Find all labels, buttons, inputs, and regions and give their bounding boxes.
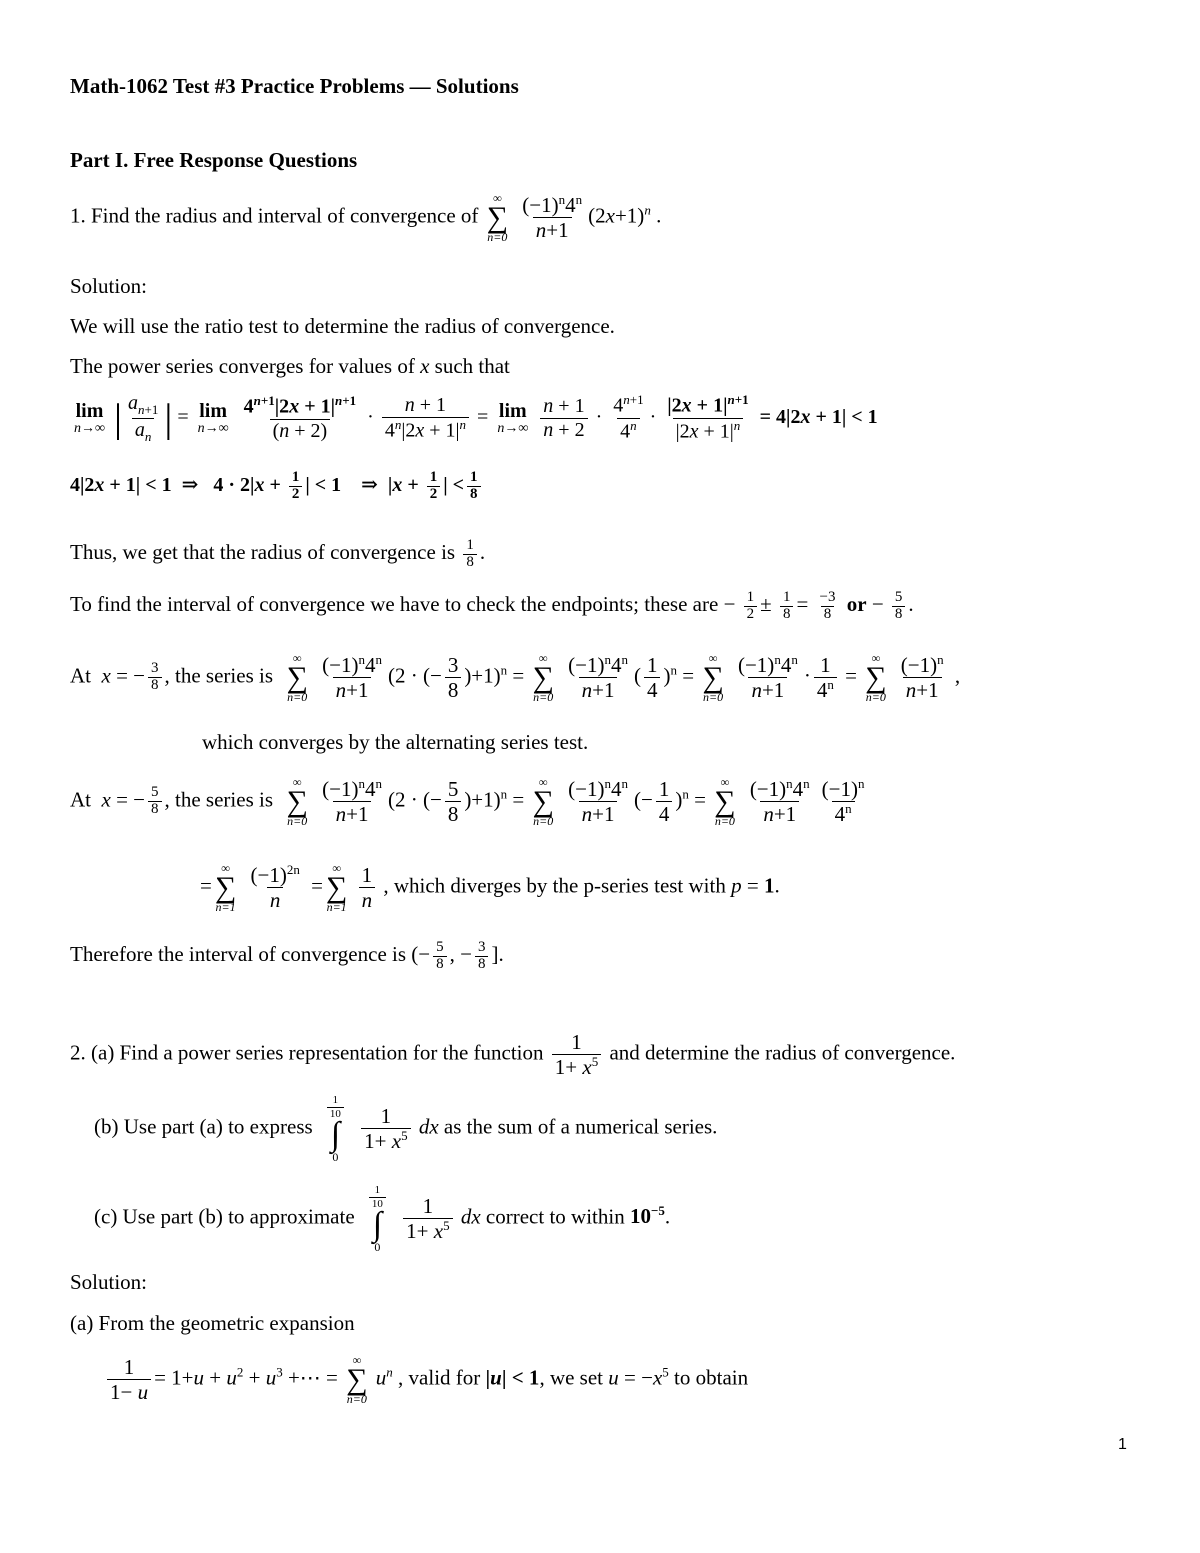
geometric-expansion: $\frac{1}{1- u}$ = $1+u + u^2 + u^3$ +⋯ = ∞ ∑ n=0 $u^n$ , valid for |u| < 1, we set $u = -x^5$ to obtain [104, 1354, 748, 1405]
sum-symbol: ∞ ∑ n=0 [486, 191, 509, 244]
q1-line2: The power series converges for values of x such that [70, 354, 510, 378]
endpoint-left-series: At x = − $\frac{3}{8}$ , the series is ∞ ∑ n=0 $\frac{(-1)^n4^n}{n+1}$ (2 · (− $\frac{3}{8}$ )+1)$^n$ = ∞ ∑ n=0 $\frac{(-1)^n4^n}{n+1}$ ( $\frac{1}{4}$ )$^n$ = ∞ ∑ n=0 $\frac{(-1)^n4^n}{n+1}$ · $\frac{1}{4^n}$ = ∞ ∑ n=0 $\frac{(-1)^n}{n+1}$ , [70, 651, 961, 704]
converges-line: which converges by the alternating series test. [202, 730, 589, 754]
q1-solution-label: Solution: [70, 274, 148, 298]
interval-line: Therefore the interval of convergence is (− $\frac{5}{8}$ , − $\frac{3}{8}$ ]. [70, 939, 504, 972]
endpoint-right-series: At x = − $\frac{5}{8}$ , the series is ∞ ∑ n=0 $\frac{(-1)^n4^n}{n+1}$ (2 · (− $\frac{5}{8}$ )+1)$^n$ = ∞ ∑ n=0 $\frac{(-1)^n4^n}{n+1}$ (− $\frac{1}{4}$ )$^n$ = ∞ ∑ n=0 $\frac{(-1)^n4^n}{n+1}$ $\frac{(-1)^n}{4^n}$ [70, 775, 865, 828]
part-heading: Part I. Free Response Questions [70, 148, 358, 172]
q2-prompt-c: (c) Use part (b) to approximate $\frac{1}{10}$ ∫ 0 $\frac{1}{1+ x^5}$ dx correct to within $10^{-5}$. [94, 1184, 671, 1254]
q1-line1: We will use the ratio test to determine the radius of convergence. [70, 314, 615, 338]
page-number: 1 [1118, 1436, 1127, 1453]
diverges-line: = ∞ ∑ n=1 $\frac{(-1)^{2n}}{n}$ = ∞ ∑ n=1 $\frac{1}{n}$ , which diverges by the p-series test with p = 1. [200, 861, 780, 914]
q2-part-a: (a) From the geometric expansion [70, 1311, 355, 1335]
q1-prompt: 1. Find the radius and interval of convergence of ∞ ∑ n=0 $\frac{(-1)^n4^n}{n+1}$ $(2x+1)^n$ . [70, 191, 662, 244]
q2-prompt-b: (b) Use part (a) to express $\frac{1}{10}$ ∫ 0 $\frac{1}{1+ x^5}$ dx as the sum of a numerical series. [94, 1094, 718, 1164]
endpoints-line: To find the interval of convergence we have to check the endpoints; these are − $\frac{1}{2}$ ± $\frac{1}{8}$ = $\frac{-3}{8}$ or − $\frac{5}{8}$ . [70, 589, 914, 622]
ratio-test-equation: lim n→∞ | $\frac{a_{n+1}}{a_n}$ | = lim n→∞ $\frac{4^{n+1}|2x + 1|^{n+1}}{(n + 2)}$ · $\frac{n + 1}{4^n|2x + 1|^n}$ = lim n→∞ $\frac{n + 1}{n + 2}$ · $\frac{4^{n+1}}{4^n}$ · $\frac{|2x + 1|^{n+1}}{|2x + 1|^n}$ = 4|2x + 1| < 1 [74, 392, 878, 444]
radius-line: Thus, we get that the radius of convergence is $\frac{1}{8}$ . [70, 537, 486, 570]
q2-prompt-a: 2. (a) Find a power series representation for the function $\frac{1}{1+ x^5}$ and determine the radius of convergence. [70, 1030, 956, 1080]
page-title: Math-1062 Test #3 Practice Problems — Solutions [70, 74, 519, 98]
ratio-inequality-line: 4|2x + 1| < 1 ⇒ 4 · 2|x + $\frac{1}{2}$ | < 1 ⇒ |x + $\frac{1}{2}$ | < $\frac{1}{8}$ [70, 470, 484, 503]
integral-symbol: $\frac{1}{10}$ ∫ 0 [324, 1094, 347, 1163]
q2-solution-label: Solution: [70, 1270, 148, 1294]
